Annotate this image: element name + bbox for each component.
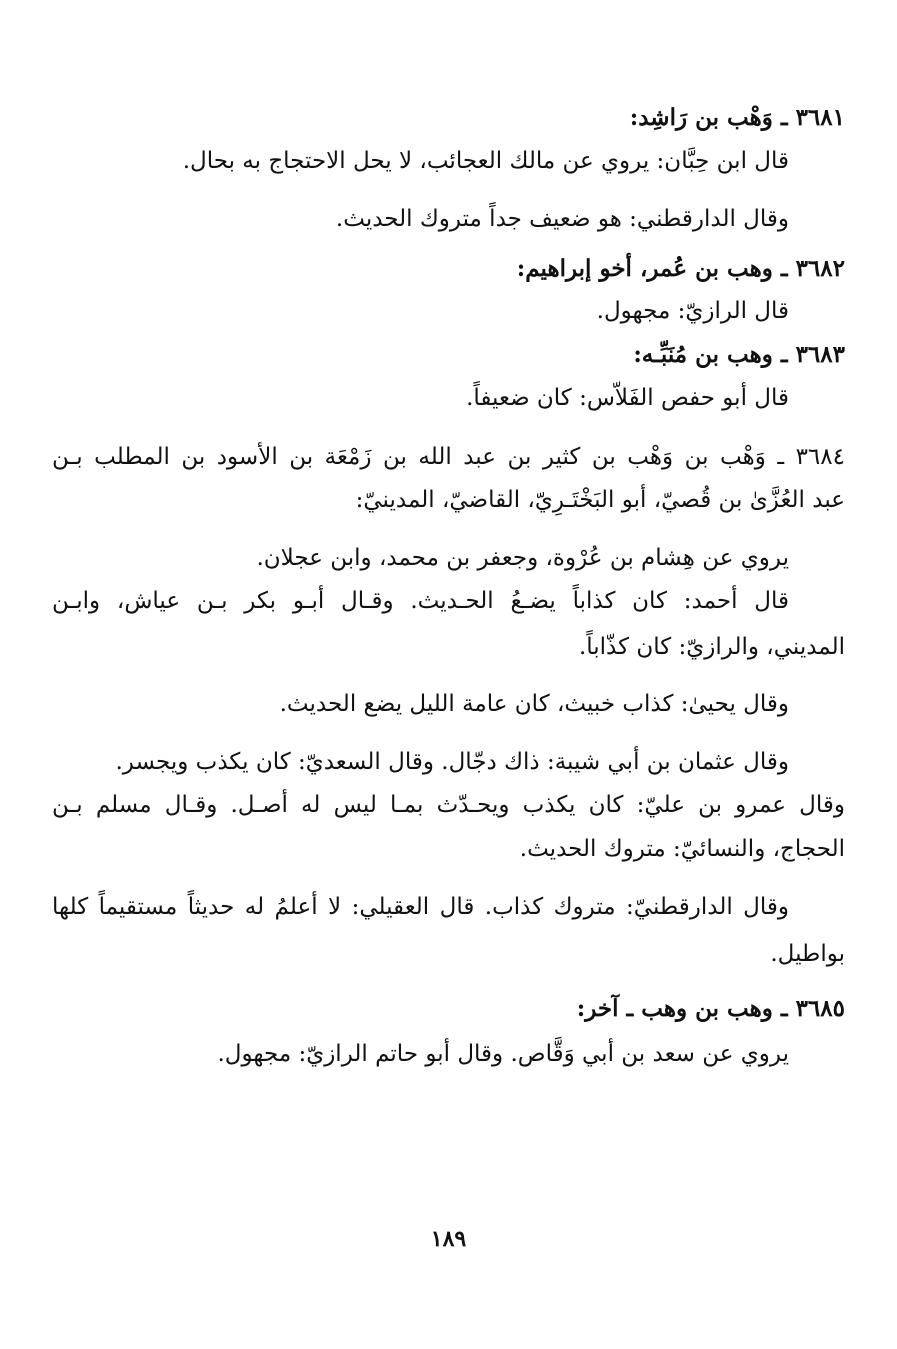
entry-3684-text-2: قال أحمد: كان كذاباً يضـعُ الحـديث. وقـال أبـو بكر بـن عياش، وابـن: [52, 588, 789, 614]
entry-3684-heading-line-2: عبد العُزَّىٰ بن قُصيّ، أبو البَخْتَـرِيّ، القاضيّ، المدينيّ:: [355, 487, 845, 513]
entry-3684-text-4: وقال يحيىٰ: كذاب خبيث، كان عامة الليل يضع الحديث.: [279, 691, 789, 717]
entry-3683-heading: ٣٦٨٣ ـ وهب بن مُنَبِّـه:: [633, 341, 845, 368]
entry-3684-heading-line-1: ٣٦٨٤ ـ وَهْب بن وَهْب بن كثير بن عبد الله بن زَمْعَة بن الأسود بن المطلب بـن: [52, 444, 845, 470]
entry-3684-text-8: وقال الدارقطنيّ: متروك كذاب. قال العقيلي: لا أعلمُ له حديثاً مستقيماً كلها: [52, 894, 789, 920]
entry-3682-text-1: قال الرازيّ: مجهول.: [596, 298, 789, 324]
entry-3685-heading: ٣٦٨٥ ـ وهب بن وهب ـ آخر:: [576, 995, 845, 1022]
entry-3684-text-1: يروي عن هِشام بن عُرْوة، وجعفر بن محمد، وابن عجلان.: [256, 545, 789, 571]
entry-3681-heading: ٣٦٨١ ـ وَهْب بن رَاشِد:: [629, 104, 845, 131]
entry-3684-text-3: المديني، والرازيّ: كان كذّاباً.: [578, 634, 845, 660]
entry-3684-text-6: وقال عمرو بن عليّ: كان يكذب ويحـدّث بمـا ليس له أصـل. وقـال مسلم بـن: [52, 792, 845, 818]
entry-3684-text-9: بواطيل.: [770, 941, 845, 967]
entry-3685-text-1: يروي عن سعد بن أبي وَقَّاص. وقال أبو حاتم الرازيّ: مجهول.: [217, 1041, 789, 1067]
entry-3681-text-2: وقال الدارقطني: هو ضعيف جداً متروك الحديث.: [335, 206, 789, 232]
entry-3683-text-1: قال أبو حفص الفَلاّس: كان ضعيفاً.: [466, 385, 789, 411]
page-number: ١٨٩: [430, 1226, 467, 1252]
entry-3682-heading: ٣٦٨٢ ـ وهب بن عُمر، أخو إبراهيم:: [516, 255, 845, 282]
entry-3684-text-7: الحجاج، والنسائيّ: متروك الحديث.: [519, 836, 845, 862]
entry-3684-text-5: وقال عثمان بن أبي شيبة: ذاك دجّال. وقال السعديّ: كان يكذب ويجسر.: [115, 749, 789, 775]
entry-3681-text-1: قال ابن حِبَّان: يروي عن مالك العجائب، لا يحل الاحتجاج به بحال.: [182, 148, 789, 174]
